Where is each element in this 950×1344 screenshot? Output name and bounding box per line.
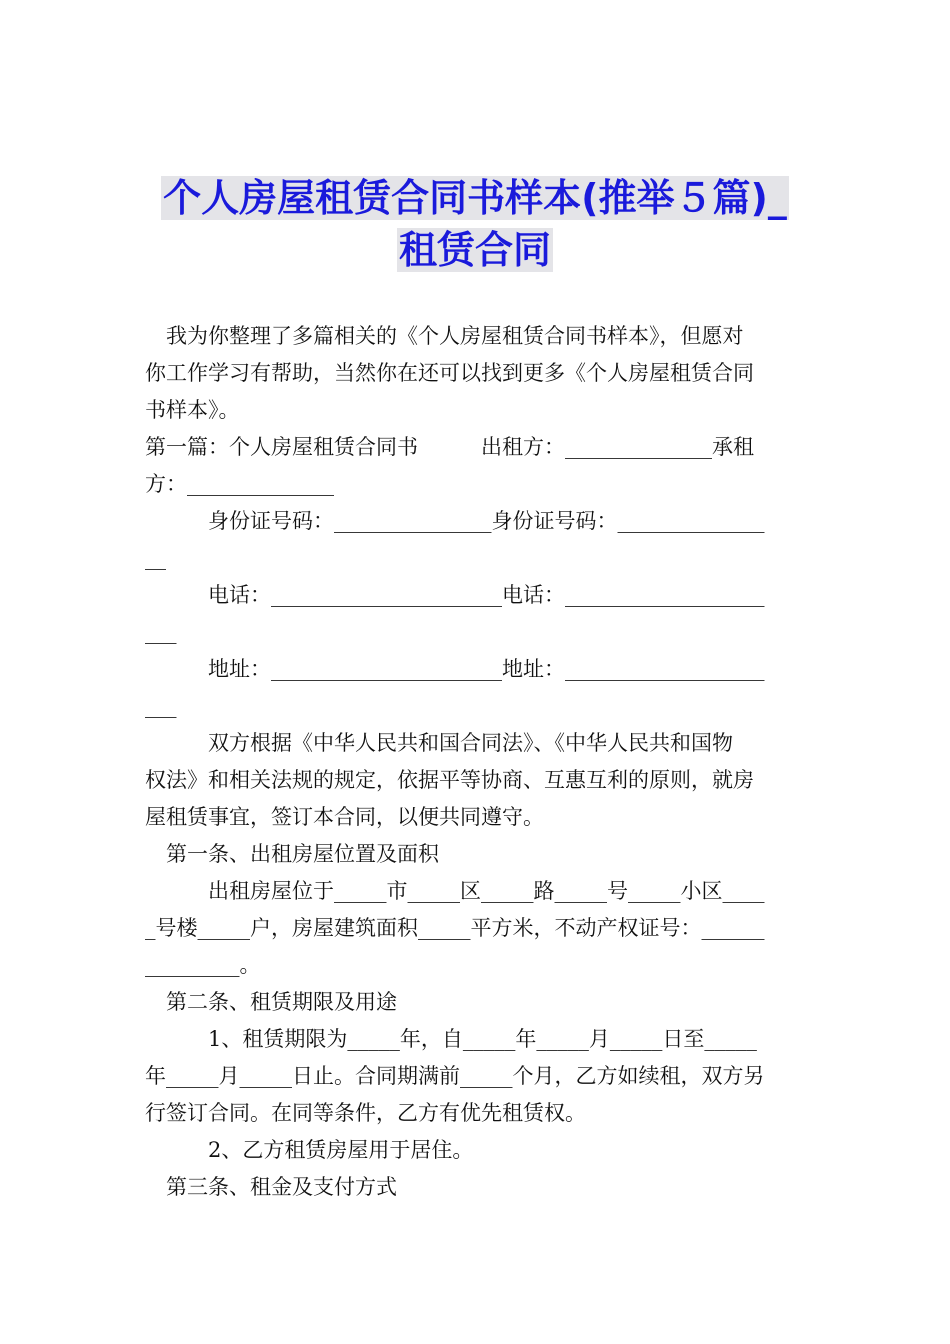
body-line: 屋租赁事宜，签订本合同，以便共同遵守。	[145, 805, 544, 829]
body-line: 2、乙方租赁房屋用于居住。	[145, 1138, 474, 1162]
title-line-2: 租赁合同	[398, 228, 551, 272]
body-line: 双方根据《中华人民共和国合同法》、《中华人民共和国物	[145, 731, 733, 755]
body-line: 身份证号码：_______________身份证号码：______________	[145, 509, 765, 533]
body-line: 第一篇：个人房屋租赁合同书 出租方：______________承租	[145, 435, 754, 459]
body-line: _________。	[145, 953, 261, 977]
body-line: 你工作学习有帮助，当然你在还可以找到更多《个人房屋租赁合同	[145, 361, 754, 385]
body-line: 我为你整理了多篇相关的《个人房屋租赁合同书样本》，但愿对	[145, 324, 744, 348]
body-line: 地址：______________________地址：___________________	[145, 657, 765, 681]
section-heading: 第一条、出租房屋位置及面积	[145, 842, 439, 866]
body-line: 电话：______________________电话：___________________	[145, 583, 765, 607]
body-line: 出租房屋位于_____市_____区_____路_____号_____小区____	[145, 879, 765, 903]
body-line: _号楼_____户，房屋建筑面积_____平方米，不动产权证号：______	[145, 916, 765, 940]
section-heading: 第二条、租赁期限及用途	[145, 990, 397, 1014]
body-line: __	[145, 546, 166, 570]
body-line: 书样本》。	[145, 398, 240, 422]
body-line: 行签订合同。在同等条件，乙方有优先租赁权。	[145, 1101, 586, 1125]
body-line: ___	[145, 694, 177, 718]
body-line: ___	[145, 620, 177, 644]
body-line: 年_____月_____日止。合同期满前_____个月，乙方如续租，双方另	[145, 1064, 765, 1088]
document-title	[0, 172, 950, 276]
body-line: 1、租赁期限为_____年，自_____年_____月_____日至_____	[145, 1027, 757, 1051]
body-line: 方：______________	[145, 472, 334, 496]
title-line-1: 个人房屋租赁合同书样本(推举５篇)_	[163, 176, 787, 220]
body-line: 权法》和相关法规的规定，依据平等协商、互惠互利的原则，就房	[145, 768, 754, 792]
section-heading: 第三条、租金及支付方式	[145, 1175, 397, 1199]
